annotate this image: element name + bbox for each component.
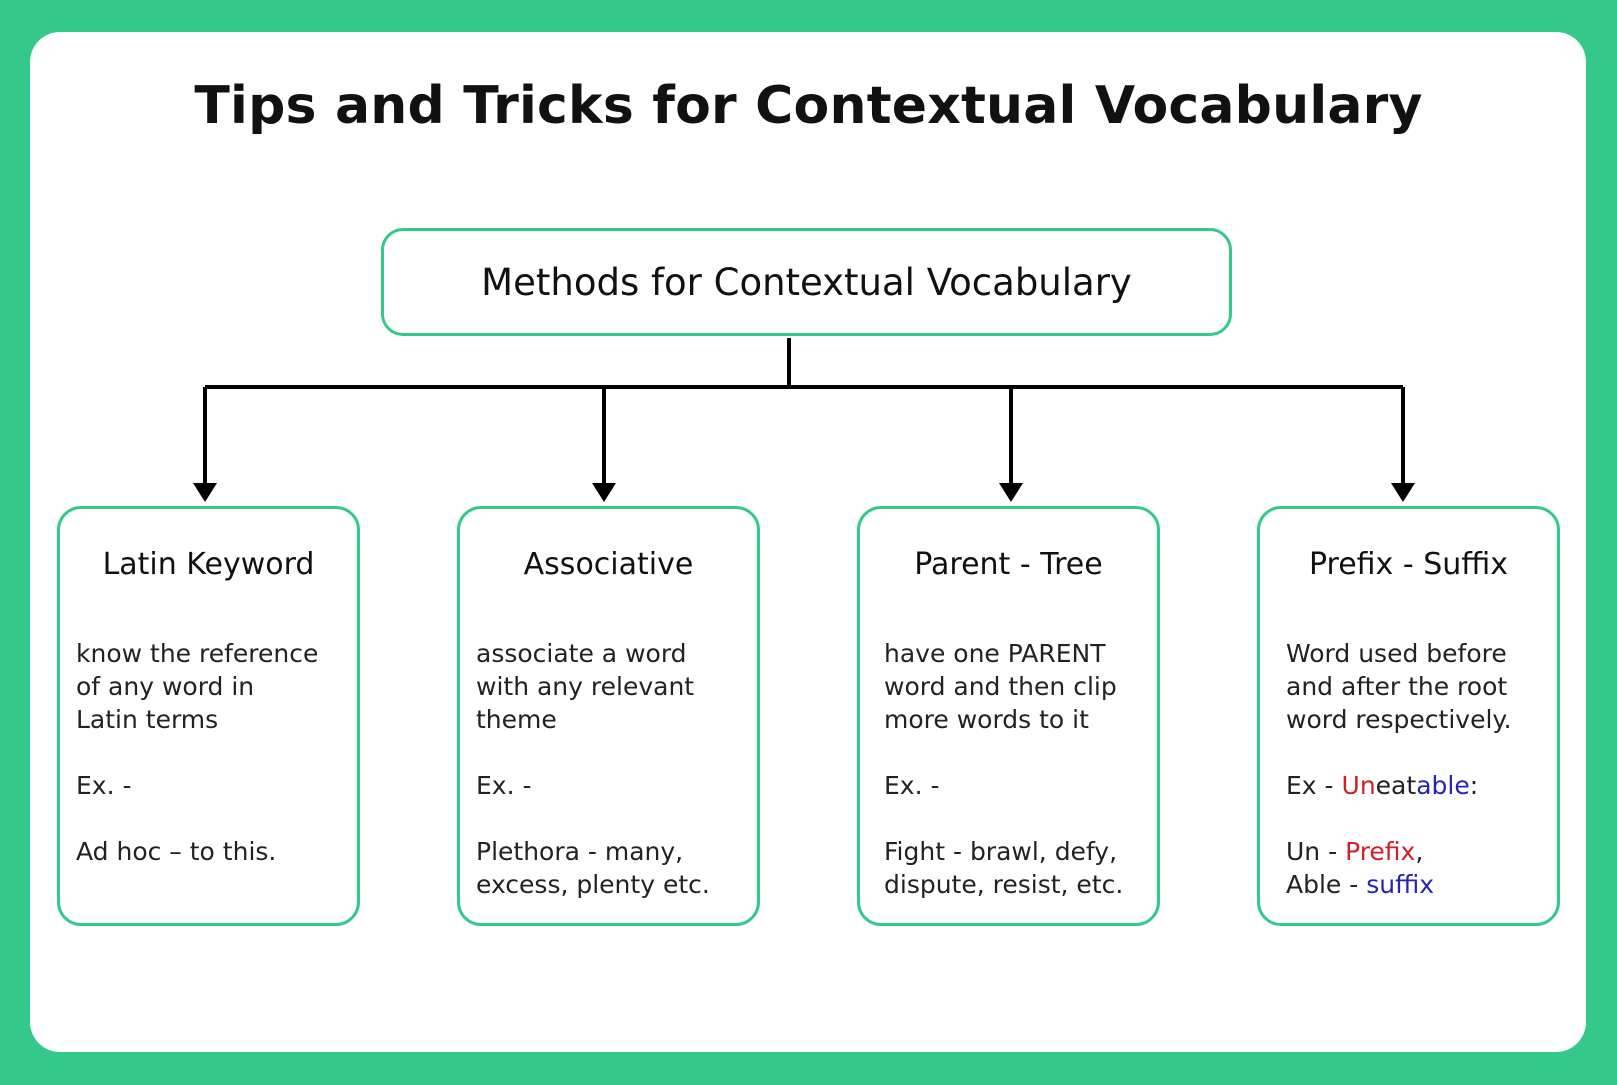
- method-title: Associative: [523, 547, 694, 582]
- page-title: Tips and Tricks for Contextual Vocabulary: [194, 76, 1423, 136]
- desc-line: know the reference: [76, 639, 319, 668]
- example-line: Fight - brawl, defy,: [884, 837, 1118, 866]
- desc-line: word and then clip: [884, 672, 1117, 701]
- example-label: Ex. -: [476, 771, 532, 800]
- method-body: [1286, 637, 1566, 901]
- example-label: Ex. -: [884, 771, 940, 800]
- example-label: Ex. -: [76, 771, 132, 800]
- desc-line: Word used before: [1286, 639, 1507, 668]
- root-word: eat: [1375, 771, 1417, 800]
- example-line: Ad hoc – to this.: [76, 837, 277, 866]
- suffix-definition: [1286, 868, 1566, 901]
- desc-line: more words to it: [884, 705, 1089, 734]
- suffix-highlight: able: [1416, 771, 1470, 800]
- prefix-definition: [1286, 835, 1566, 868]
- desc-line: Latin terms: [76, 705, 219, 734]
- example-line: excess, plenty etc.: [476, 870, 710, 899]
- prefix-term: Un -: [1286, 837, 1346, 866]
- method-body: [476, 637, 756, 901]
- desc-line: have one PARENT: [884, 639, 1106, 668]
- suffix-type: suffix: [1366, 870, 1435, 899]
- method-title: Parent - Tree: [914, 547, 1103, 582]
- desc-line: theme: [476, 705, 557, 734]
- suffix-term: Able -: [1286, 870, 1367, 899]
- method-body: [76, 637, 356, 868]
- method-box-latin-keyword: [57, 506, 360, 926]
- example-line: dispute, resist, etc.: [884, 870, 1124, 899]
- arrowhead-4: [1391, 483, 1415, 502]
- example-line: Plethora - many,: [476, 837, 684, 866]
- example-word-line: [1286, 769, 1566, 802]
- root-node-label: Methods for Contextual Vocabulary: [481, 260, 1132, 304]
- example-tail: :: [1469, 771, 1479, 800]
- desc-line: word respectively.: [1286, 705, 1512, 734]
- desc-line: with any relevant: [476, 672, 695, 701]
- method-box-parent-tree: [857, 506, 1160, 926]
- method-body: [884, 637, 1164, 901]
- prefix-highlight: Un: [1341, 771, 1376, 800]
- method-box-prefix-suffix: [1257, 506, 1560, 926]
- arrowhead-2: [592, 483, 616, 502]
- example-label: Ex -: [1286, 771, 1342, 800]
- arrowhead-3: [999, 483, 1023, 502]
- method-box-associative: [457, 506, 760, 926]
- method-title: Latin Keyword: [102, 547, 315, 582]
- arrowhead-1: [193, 483, 217, 502]
- prefix-punct: ,: [1415, 837, 1424, 866]
- method-title: Prefix - Suffix: [1308, 547, 1509, 582]
- desc-line: of any word in: [76, 672, 255, 701]
- desc-line: and after the root: [1286, 672, 1508, 701]
- desc-line: associate a word: [476, 639, 687, 668]
- prefix-type: Prefix: [1345, 837, 1416, 866]
